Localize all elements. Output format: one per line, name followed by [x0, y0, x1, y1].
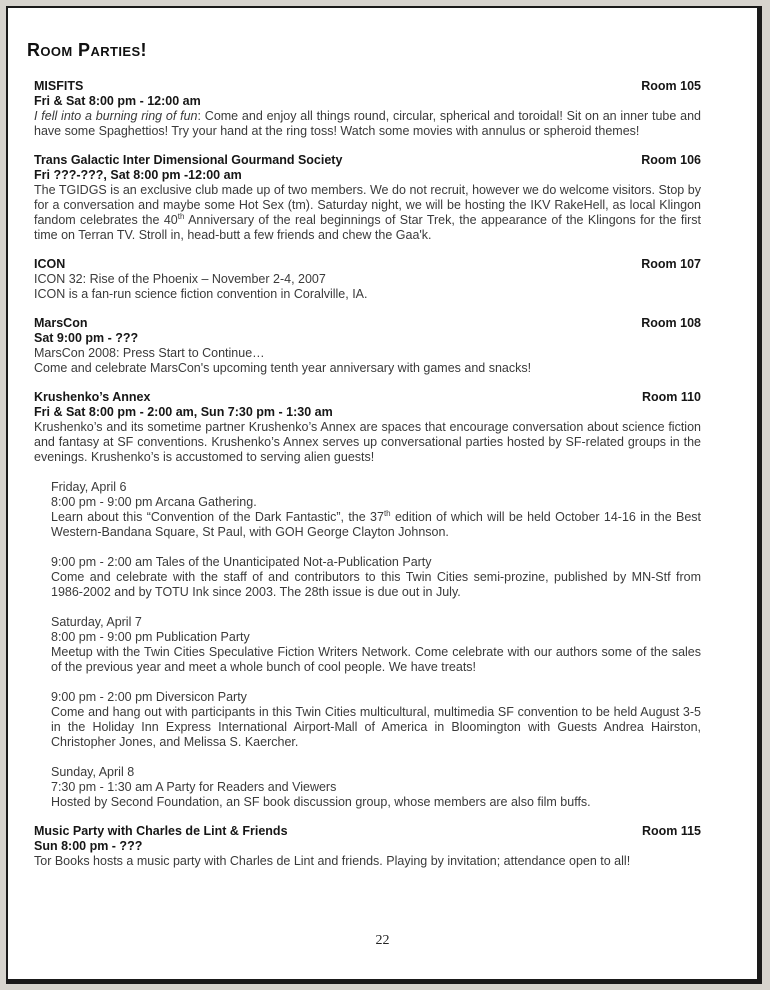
description-text: edition of which will be held October 14-16 in the Best Western-Bandana Square, St Paul, with GOH George Clayton Johnson. [51, 510, 701, 539]
party-time: Sat 9:00 pm - ??? [34, 331, 139, 345]
description-text: Learn about this “Convention of the Dark Fantastic”, the 37 [51, 510, 384, 524]
sub-event-diversicon [51, 690, 701, 750]
sub-event-title: 9:00 pm - 2:00 am Tales of the Unanticipated Not-a-Publication Party [51, 555, 432, 569]
sub-event-description: Come and hang out with participants in this Twin Cities multicultural, multimedia SF convention to be held August 3-5 in the Holiday Inn Express International Airport-Mall of America in Bloomington with Guests Andrea Hairston, Christopher Jones, and Melissa S. Kaercher. [51, 705, 701, 749]
party-room: Room 110 [641, 390, 701, 404]
party-entry-music [34, 824, 701, 869]
party-room: Room 115 [641, 824, 701, 838]
party-time: Fri & Sat 8:00 pm - 2:00 am, Sun 7:30 pm - 1:30 am [34, 405, 333, 419]
sub-event-day: Friday, April 6 [51, 480, 127, 494]
party-time: Fri & Sat 8:00 pm - 12:00 am [34, 94, 201, 108]
page-number: 22 [375, 933, 390, 948]
party-time: Fri ???-???, Sat 8:00 pm -12:00 am [34, 168, 242, 182]
description-text: Anniversary of the real beginnings of Star Trek, the appearance of the Klingons for the first time on Terran TV. Stroll in, head-butt a few friends and chew the Gaa'k. [34, 213, 701, 242]
sub-event-totu [51, 555, 701, 600]
sub-event-readers-viewers [51, 765, 701, 810]
party-name: MarsCon [34, 316, 88, 330]
party-name: ICON [34, 257, 66, 271]
party-entry-misfits [34, 79, 701, 139]
sub-event-description [51, 510, 701, 540]
sub-event-day: Sunday, April 8 [51, 765, 135, 779]
party-entry-icon [34, 257, 701, 302]
sub-event-title: 7:30 pm - 1:30 am A Party for Readers and Viewers [51, 780, 337, 794]
sub-event-title: 8:00 pm - 9:00 pm Arcana Gathering. [51, 495, 257, 509]
sub-event-description: Hosted by Second Foundation, an SF book discussion group, whose members are also film buffs. [51, 795, 591, 809]
party-info-line: ICON is a fan-run science fiction convention in Coralville, IA. [34, 287, 368, 301]
party-entry-krushenko [34, 390, 701, 810]
page-title: Room Parties! [27, 40, 147, 60]
party-time: Sun 8:00 pm - ??? [34, 839, 143, 853]
sub-event-title: 8:00 pm - 9:00 pm Publication Party [51, 630, 250, 644]
sub-event-description: Come and celebrate with the staff of and contributors to this Twin Cities semi-prozine, published by MN-Stf from 1986-2002 and by TOTU Ink since 2003. The 28th issue is due out in July. [51, 570, 701, 599]
sub-event-title: 9:00 pm - 2:00 pm Diversicon Party [51, 690, 247, 704]
ordinal-superscript: th [177, 211, 185, 221]
party-description [34, 109, 701, 139]
party-name: Music Party with Charles de Lint & Friends [34, 824, 288, 838]
krushenko-schedule [51, 480, 701, 810]
party-info-line: ICON 32: Rise of the Phoenix – November 2-4, 2007 [34, 272, 326, 286]
party-name: Trans Galactic Inter Dimensional Gourmand Society [34, 153, 343, 167]
party-info-line: Come and celebrate MarsCon's upcoming tenth year anniversary with games and snacks! [34, 361, 532, 375]
party-room: Room 105 [641, 79, 701, 93]
party-room: Room 107 [641, 257, 701, 271]
description-italic-lead: I fell into a burning ring of fun [34, 109, 198, 123]
party-description: Krushenko’s and its sometime partner Krushenko’s Annex are spaces that encourage conversation about science fiction and fantasy at SF conventions. Krushenko’s Annex serves up conversational parties hosted by SF-related groups in the evenings. Krushenko’s is accustomed to serving alien guests! [34, 420, 701, 464]
party-room: Room 106 [641, 153, 701, 167]
description-text: The TGIDGS is an exclusive club made up of two members. We do not recruit, however we do welcome visitors. Stop by for a conversation and maybe some Hot Sex (tm). Saturday night, we will be hosting the IKV RakeHell, as local Klingon fandom celebrates the 40 [34, 183, 701, 227]
party-entry-tgidgs [34, 153, 701, 243]
sub-event-publication [51, 615, 701, 675]
sub-event-day: Saturday, April 7 [51, 615, 142, 629]
party-info-line: MarsCon 2008: Press Start to Continue… [34, 346, 265, 360]
party-name: Krushenko’s Annex [34, 390, 151, 404]
party-entry-marscon [34, 316, 701, 376]
sub-event-description: Meetup with the Twin Cities Speculative Fiction Writers Network. Come celebrate with our authors some of the sales of the previous year and meet a whole bunch of cool people. We have treats! [51, 645, 701, 674]
document-page [6, 6, 762, 984]
party-description: Tor Books hosts a music party with Charles de Lint and friends. Playing by invitation; attendance open to all! [34, 854, 631, 868]
description-text: : Come and enjoy all things round, circular, spherical and toroidal! Sit on an inner tube and have some Spaghettios! Try your hand at the ring toss! Watch some movies with annulus or spheroid themes! [34, 109, 701, 138]
ordinal-superscript: th [383, 508, 391, 518]
party-description [34, 183, 701, 243]
party-name: MISFITS [34, 79, 84, 93]
sub-event-arcana [51, 480, 701, 540]
party-room: Room 108 [641, 316, 701, 330]
